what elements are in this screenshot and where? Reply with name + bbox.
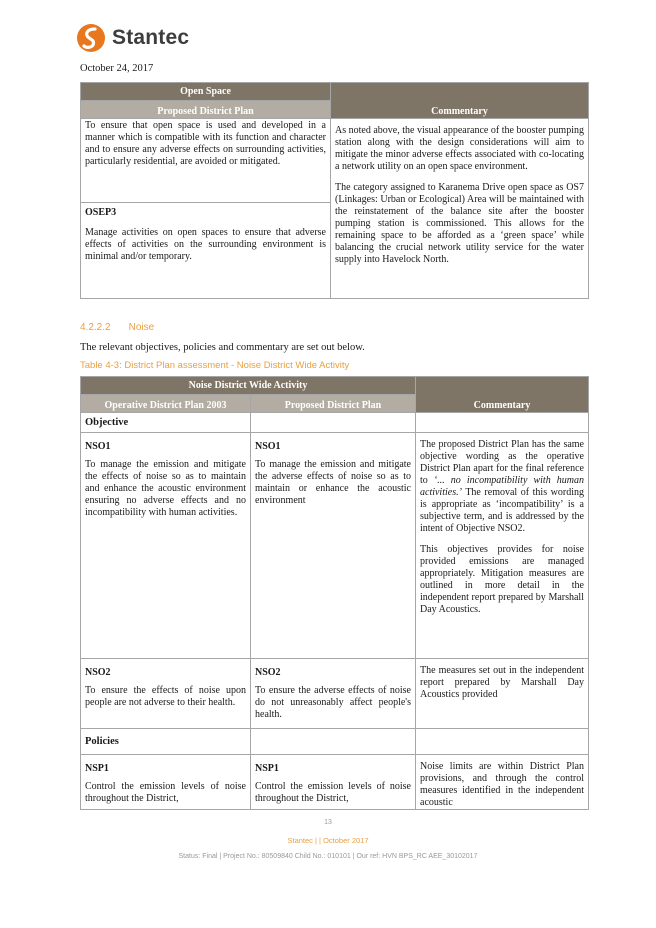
open-space-commentary-cell: [331, 119, 589, 299]
nso1-operative-text: To manage the emission and mitigate the effects of noise so as to maintain and enhance the acoustic environment ensuring no adverse effects and no incompatibility with human activities.: [85, 459, 246, 518]
nso1-proposed-code: NSO1: [255, 441, 281, 452]
nsp1-proposed-cell: [251, 755, 416, 810]
nsp1-proposed-text: Control the emission levels of noise throughout the District,: [255, 781, 411, 804]
section-intro: The relevant objectives, policies and commentary are set out below.: [80, 342, 365, 353]
noise-operative-header: Operative District Plan 2003: [81, 395, 251, 413]
policies-label: Policies: [81, 729, 251, 755]
open-space-objective-text: To ensure that open space is used and developed in a manner which is compatible with its function and character and to ensure any adverse effects on surrounding activities, particularly residential, are avoided or mitigated.: [85, 120, 326, 167]
nso1-commentary-1b: The removal of this wording is appropriate as ‘incompatibility’ is a subjective term, and is addressed by the intent of Objective NSO2.: [420, 487, 584, 534]
footer-status: Status: Final | Project No.: 80509840 Child No.: 010101 | Our ref: HVN BPS_RC AEE_30102017: [178, 853, 478, 860]
nso1-commentary-1: [420, 439, 584, 535]
nso2-operative-text: To ensure the effects of noise upon people are not adverse to their health.: [85, 685, 246, 708]
nsp1-commentary: Noise limits are within District Plan provisions, and through the control measures identified in the independent acoustic: [420, 761, 584, 808]
nsp1-operative-cell: [81, 755, 251, 810]
nso2-commentary-cell: [416, 659, 589, 729]
open-space-title: Open Space: [81, 83, 331, 101]
nso1-commentary-quote: ‘... no incompatibility with human activities.’: [420, 475, 584, 498]
nso2-proposed-code: NSO2: [255, 667, 281, 678]
open-space-commentary-header: Commentary: [331, 83, 589, 119]
nsp1-proposed-code: NSP1: [255, 763, 279, 774]
table-caption: Table 4-3: District Plan assessment - Noise District Wide Activity: [80, 360, 350, 371]
nsp1-commentary-cell: [416, 755, 589, 810]
osep3-text: Manage activities on open spaces to ensure that adverse effects of activities on the surrounding environment is minimal and/or temporary.: [85, 227, 326, 262]
noise-proposed-header: Proposed District Plan: [251, 395, 416, 413]
nso2-commentary: The measures set out in the independent report prepared by Marshall Day Acoustics provided: [420, 665, 584, 700]
page-number: 13: [324, 819, 332, 826]
nsp1-operative-code: NSP1: [85, 763, 109, 774]
nso1-operative-cell: [81, 433, 251, 659]
footer-brand: Stantec | | October 2017: [287, 836, 369, 845]
nso2-operative-cell: [81, 659, 251, 729]
nso1-commentary-cell: [416, 433, 589, 659]
nso2-proposed-text: To ensure the adverse effects of noise do not unreasonably affect people's health.: [255, 685, 411, 720]
brand-name: Stantec: [112, 26, 190, 49]
stantec-logo-icon: [76, 23, 106, 53]
nso2-proposed-cell: [251, 659, 416, 729]
open-space-commentary-2: The category assigned to Karanema Drive open space as OS7 (Linkages: Urban or Ecological) Area will be maintained with the reinstatement of the balance site after the booster pumping station is commissioned. This allows for the remaining space to be afforded as a ‘green space’ while balancing the crucial network utility service for the water supply into Havelock North.: [335, 182, 584, 265]
stantec-logo: [76, 22, 189, 54]
open-space-objective-cell: [81, 119, 331, 203]
nsp1-operative-text: Control the emission levels of noise throughout the District,: [85, 781, 246, 804]
document-date: October 24, 2017: [80, 63, 154, 74]
section-number: 4.2.2.2: [80, 322, 111, 333]
noise-table-title: Noise District Wide Activity: [81, 377, 416, 395]
objective-label: Objective: [81, 413, 251, 433]
nso1-operative-code: NSO1: [85, 441, 111, 452]
nso1-commentary-2: This objectives provides for noise provided emissions are managed appropriately. Mitigation measures are outlined in more detail in the independent report prepared by Marshall Day Acoustics.: [420, 544, 584, 615]
nso1-proposed-text: To manage the emission and mitigate the adverse effects of noise so as to maintain or enhance the acoustic environment: [255, 459, 411, 506]
section-title: Noise: [128, 322, 155, 333]
noise-commentary-header: Commentary: [416, 377, 589, 413]
nso1-proposed-cell: [251, 433, 416, 659]
open-space-commentary-1: As noted above, the visual appearance of the booster pumping station along with the design considerations will aim to mitigate the minor adverse effects associated with co-locating a network utility on an open space environment.: [335, 125, 584, 172]
open-space-proposed-header: Proposed District Plan: [81, 101, 331, 119]
open-space-table: [80, 82, 589, 299]
noise-table: [80, 376, 589, 810]
nso1-commentary-1a: The proposed District Plan has the same objective wording as the operative District Plan apart for the final reference to: [420, 439, 584, 486]
osep3-cell: [81, 203, 331, 299]
section-heading: [80, 322, 154, 333]
osep3-code: OSEP3: [85, 207, 117, 218]
nso2-operative-code: NSO2: [85, 667, 111, 678]
